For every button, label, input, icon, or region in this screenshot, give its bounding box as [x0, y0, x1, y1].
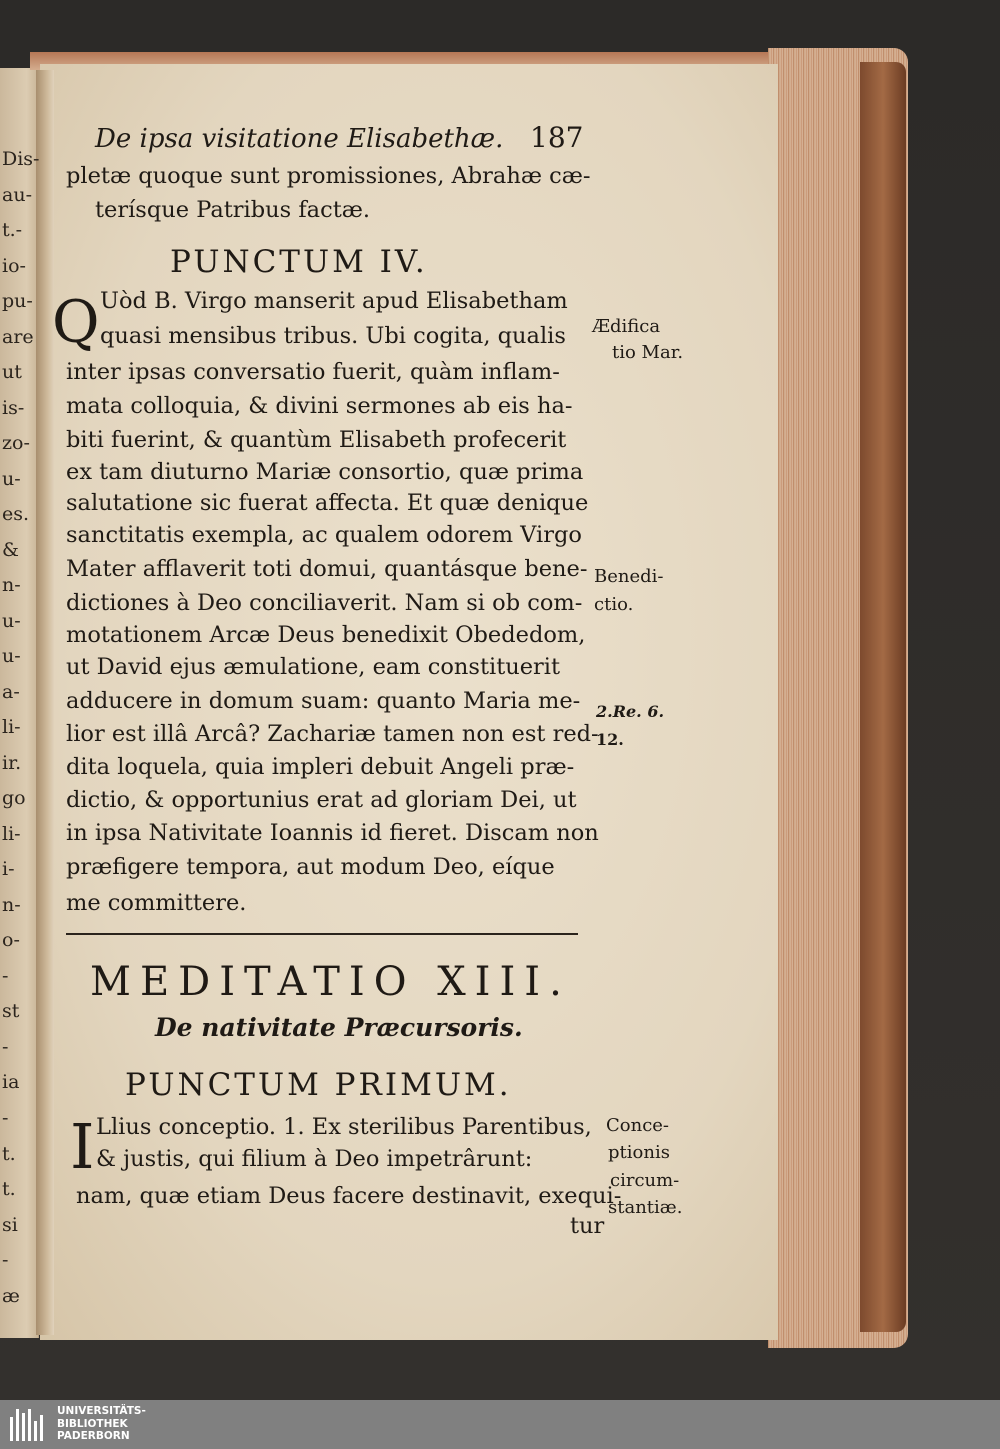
left-page-fragment: n-: [2, 893, 21, 916]
margin-note: Ædifica: [592, 316, 661, 337]
left-page-fragment: -: [2, 964, 9, 987]
left-page-fragment: &: [2, 538, 19, 561]
text-line: pletæ quoque sunt promissiones, Abrahæ cæ-: [66, 163, 591, 189]
left-page-fragment: ut: [2, 361, 22, 384]
text-line: sanctitatis exempla, ac qualem odorem Virgo: [66, 522, 582, 548]
text-line: mata colloquia, & divini sermones ab eis ha-: [66, 393, 573, 419]
text-line: inter ipsas conversatio fuerit, quàm inflam-: [66, 359, 560, 385]
text-line: Llius conceptio. 1. Ex sterilibus Parentibus,: [96, 1114, 592, 1140]
left-page-fragment: au-: [2, 183, 32, 206]
meditatio-subtitle: De nativitate Præcursoris.: [155, 1013, 523, 1042]
left-page-fragment: si: [2, 1213, 18, 1236]
text-line: in ipsa Nativitate Ioannis id fieret. Discam non: [66, 820, 599, 846]
margin-note: tio Mar.: [612, 342, 684, 363]
left-page-fragment: li-: [2, 716, 21, 739]
margin-note: 2.Re. 6.: [596, 702, 665, 721]
text-line: salutatione sic fuerat affecta. Et quæ denique: [66, 490, 589, 516]
text-line: dita loquela, quia impleri debuit Angeli præ-: [66, 754, 575, 780]
margin-note: stantiæ.: [608, 1197, 683, 1218]
left-page-fragment: -: [2, 1249, 9, 1272]
library-name-line3: PADERBORN: [57, 1430, 130, 1442]
left-page-fragment: æ: [2, 1284, 20, 1307]
text-line: biti fuerint, & quantùm Elisabeth profecerit: [66, 427, 567, 453]
left-page-fragment: ia: [2, 1071, 20, 1094]
catchword: tur: [570, 1213, 605, 1239]
left-page-fragment: t.: [2, 1178, 16, 1201]
margin-note: ctio.: [594, 594, 634, 615]
text-line: dictio, & opportunius erat ad gloriam Dei, ut: [66, 787, 577, 813]
left-page-fragment: t.-: [2, 219, 23, 242]
drop-cap-i: I: [70, 1110, 95, 1183]
margin-note: 12.: [596, 730, 624, 749]
library-logo-icon: [10, 1409, 44, 1441]
text-line: Mater afflaverit toti domui, quantásque bene-: [66, 556, 588, 582]
left-page-fragment: are: [2, 325, 34, 348]
gutter: [36, 70, 54, 1335]
text-line: ex tam diuturno Mariæ consortio, quæ prima: [66, 459, 584, 485]
left-page-fragment: t.: [2, 1142, 16, 1165]
left-page-fragment: a-: [2, 680, 20, 703]
text-line: dictiones à Deo conciliaverit. Nam si ob com-: [66, 590, 583, 616]
left-page-fragment: io-: [2, 254, 26, 277]
left-page-fragment: -: [2, 1107, 9, 1130]
left-page-fragment: go: [2, 787, 26, 810]
text-line: lior est illâ Arcâ? Zachariæ tamen non est red-: [66, 721, 599, 747]
library-name: [57, 1405, 146, 1443]
running-head: De ipsa visitatione Elisabethæ.: [95, 124, 504, 154]
left-page-fragment: pu-: [2, 290, 33, 313]
margin-note: circum-: [610, 1170, 680, 1191]
text-line: Uòd B. Virgo manserit apud Elisabetham: [100, 288, 568, 314]
text-line: præfigere tempora, aut modum Deo, eíque: [66, 854, 555, 880]
left-page-fragment: li-: [2, 822, 21, 845]
left-page-fragment: es.: [2, 503, 30, 526]
left-page-fragment: zo-: [2, 432, 30, 455]
page-number: 187: [530, 121, 584, 154]
heading-punctum-iv: PUNCTUM IV.: [170, 244, 428, 280]
library-name-line2: BIBLIOTHEK: [57, 1417, 128, 1430]
left-page-fragment: st: [2, 1000, 20, 1023]
text-line: motationem Arcæ Deus benedixit Obededom,: [66, 622, 586, 648]
left-page-fragment: n-: [2, 574, 21, 597]
text-line: & justis, qui filium à Deo impetrârunt:: [96, 1146, 533, 1172]
text-line: nam, quæ etiam Deus facere destinavit, exequi-: [76, 1183, 622, 1209]
meditatio-title: MEDITATIO XIII.: [90, 959, 571, 1005]
left-page-fragment: ir.: [2, 751, 22, 774]
left-page-fragment: u-: [2, 645, 21, 668]
left-page-fragment: is-: [2, 396, 25, 419]
section-rule: [66, 933, 578, 935]
left-page-fragment: u-: [2, 467, 21, 490]
left-page-fragment: u-: [2, 609, 21, 632]
left-page-fragment: o-: [2, 929, 20, 952]
left-page-fragment: -: [2, 1035, 9, 1058]
text-line: adducere in domum suam: quanto Maria me-: [66, 688, 581, 714]
drop-cap-q: Q: [52, 288, 100, 356]
binding-cover: [860, 62, 906, 1332]
library-name-line1: UNIVERSITÄTS-: [57, 1405, 146, 1417]
margin-note: Conce-: [606, 1115, 670, 1136]
text-line: terísque Patribus factæ.: [95, 197, 371, 223]
library-footer: [0, 1400, 1000, 1449]
text-line: ut David ejus æmulatione, eam constituerit: [66, 654, 561, 680]
heading-punctum-primum: PUNCTUM PRIMUM.: [125, 1067, 512, 1103]
left-page-fragment: i-: [2, 858, 15, 881]
text-line: me committere.: [66, 890, 247, 916]
margin-note: ptionis: [608, 1142, 670, 1163]
text-line: quasi mensibus tribus. Ubi cogita, qualis: [100, 323, 566, 349]
margin-note: Benedi-: [594, 566, 664, 587]
left-page-fragment: Dis-: [2, 148, 40, 170]
